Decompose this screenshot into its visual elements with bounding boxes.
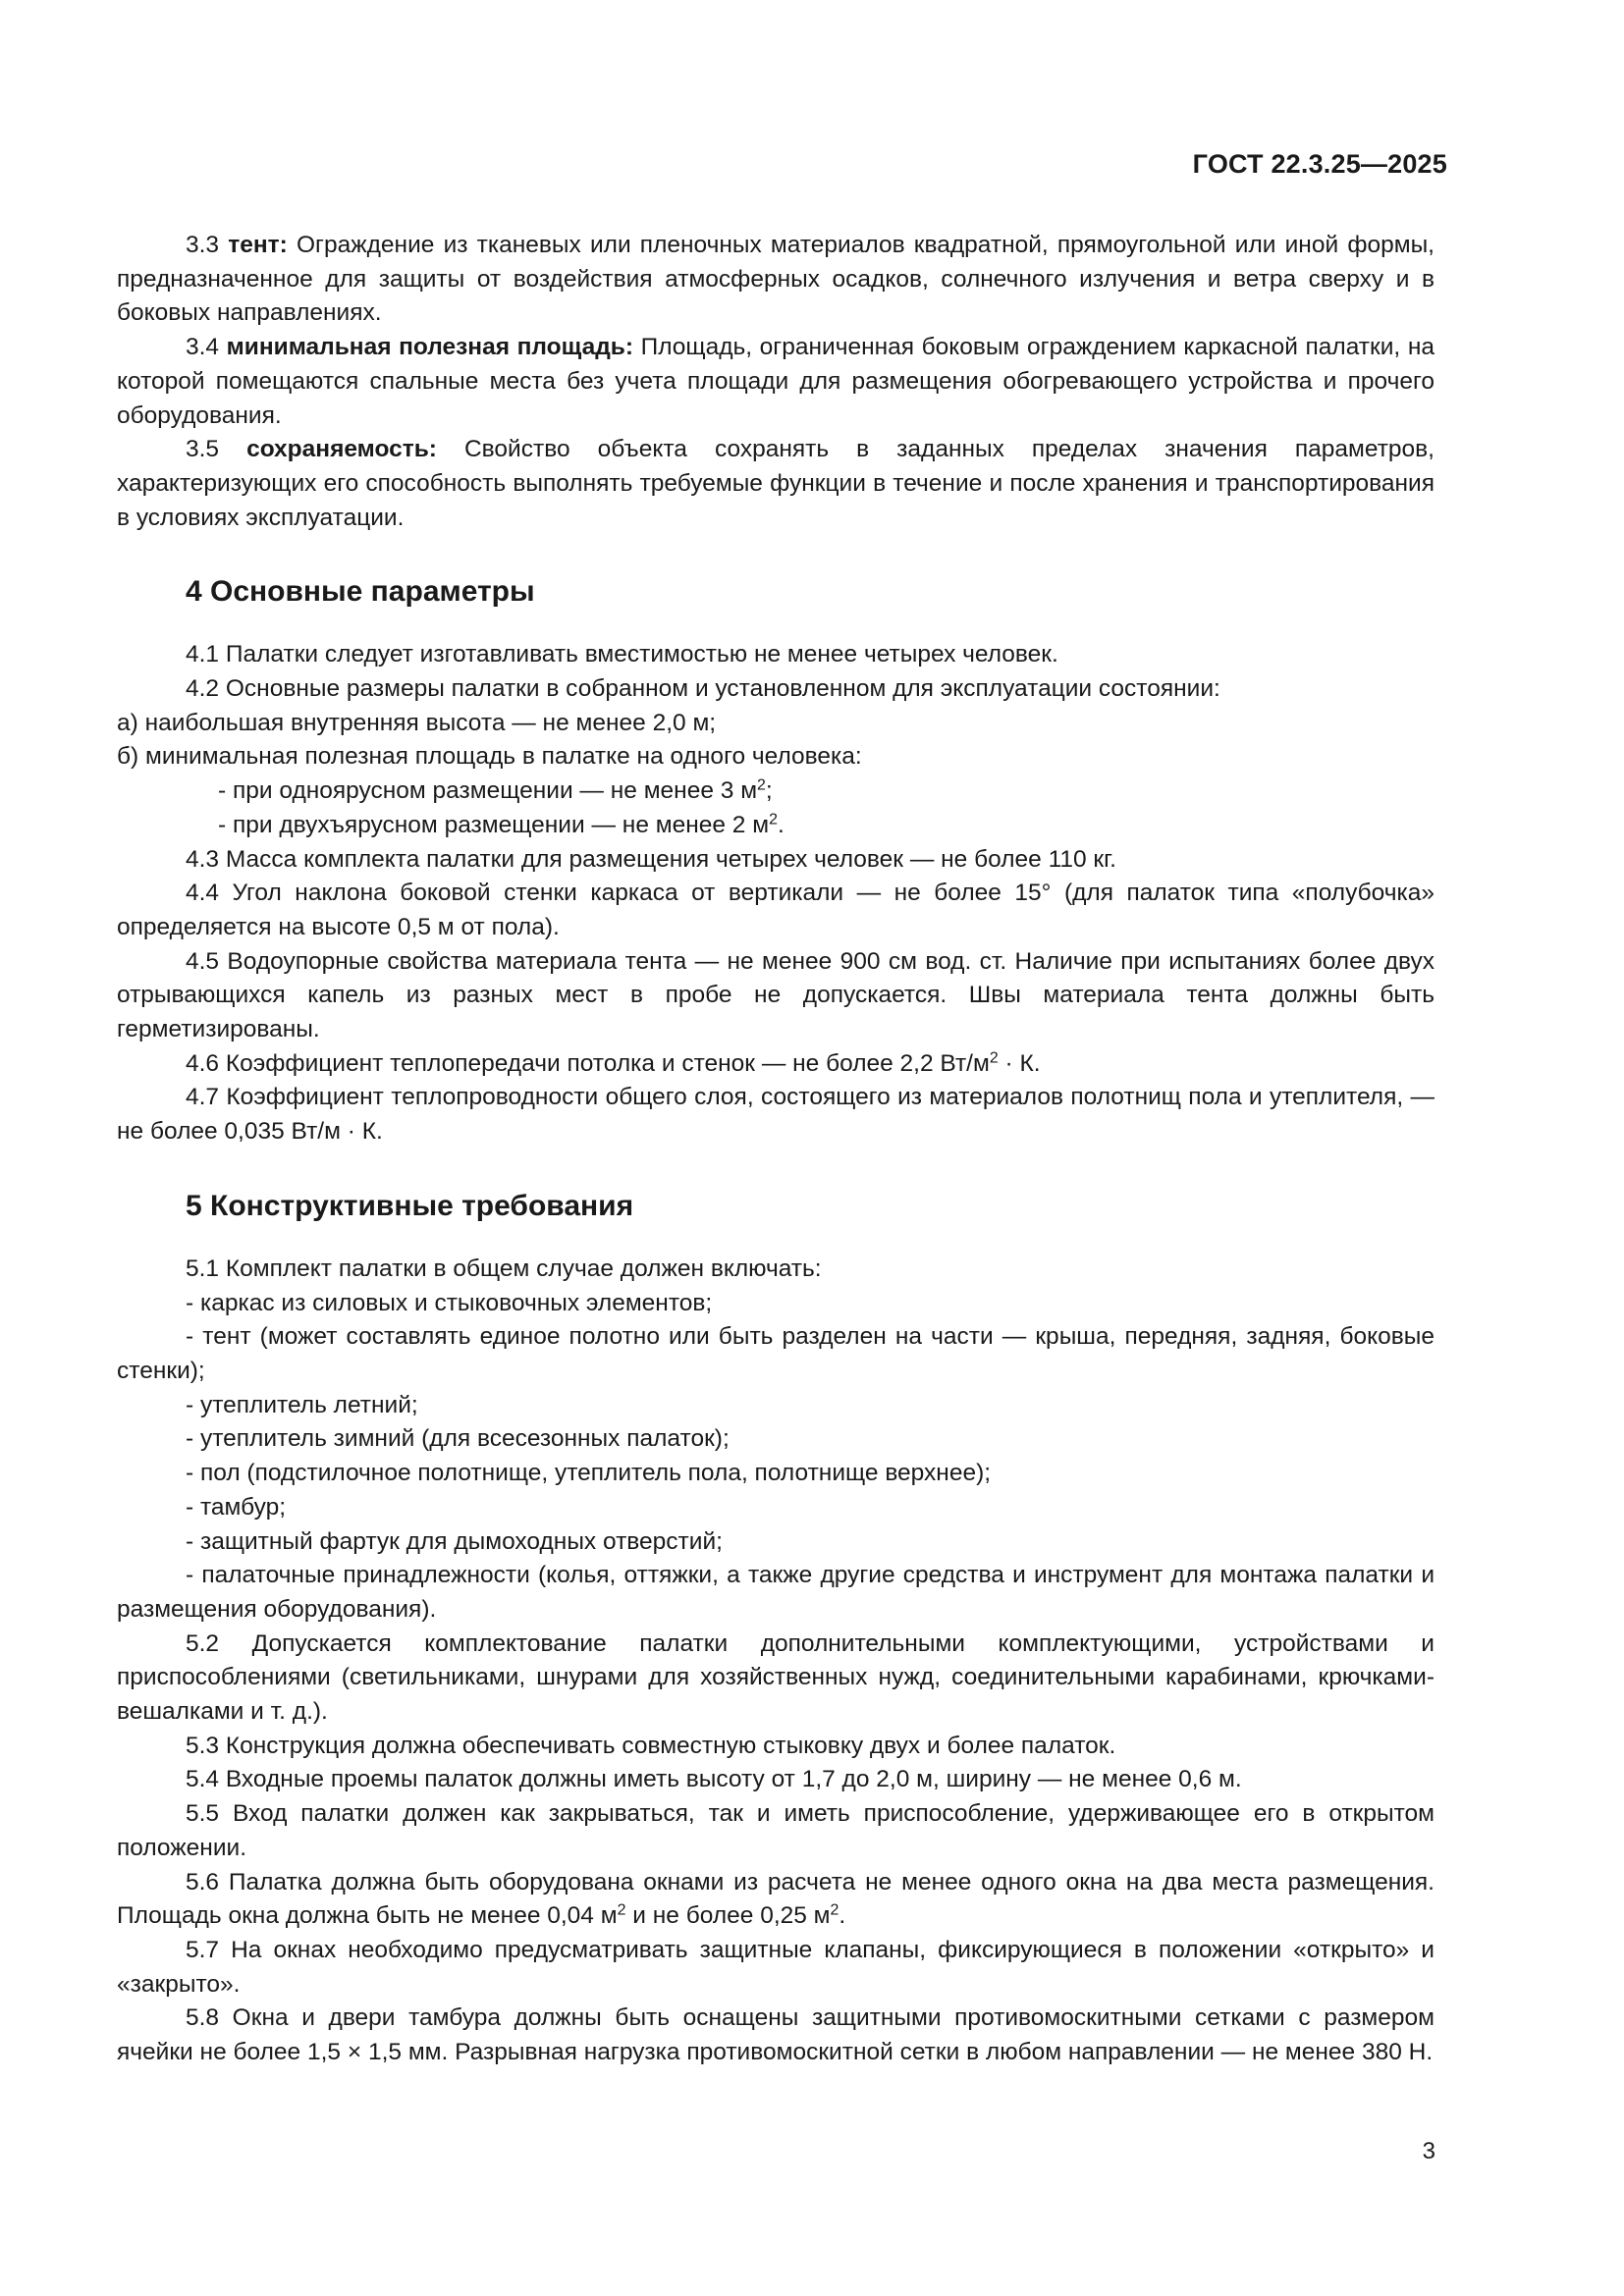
paragraph-5-2: 5.2 Допускается комплектование палатки дополнительными комплектующими, устройствами и приспособлениями (светильниками, шнурами для хозяйственных нужд, соединительными карабинами, крючками-вешалками и т. д.). bbox=[117, 1629, 1435, 1726]
paragraph-4-4: 4.4 Угол наклона боковой стенки каркаса от вертикали — не более 15° (для палаток типа «полубочка» определяется на высоте 0,5 м от пола). bbox=[117, 880, 1435, 940]
document-body bbox=[117, 229, 1435, 2070]
term-name: минимальная полезная площадь: bbox=[226, 334, 633, 361]
list-item: - пол (подстилочное полотнище, утеплитель пола, полотнище верхнее); bbox=[186, 1460, 992, 1487]
item-text: - при двухъярусном размещении — не менее 2 м bbox=[218, 811, 770, 838]
paragraph-4-3: 4.3 Масса комплекта палатки для размещения четырех человек — не более 110 кг. bbox=[186, 845, 1116, 873]
paragraph-end: · К. bbox=[998, 1049, 1041, 1077]
section-heading-5: 5 Конструктивные требования bbox=[186, 1189, 634, 1222]
list-item: - каркас из силовых и стыковочных элементов; bbox=[186, 1289, 713, 1316]
superscript: 2 bbox=[830, 1901, 839, 1919]
paragraph-4-5: 4.5 Водоупорные свойства материала тента — не менее 900 см вод. ст. Наличие при испытаниях более двух отрывающихся капель из разных мест в пробе не допускается. Швы материала тента должны быть герметизированы. bbox=[117, 947, 1435, 1043]
term-definition: Площадь, ограниченная боковым ограждением каркасной палатки, на которой помещаются спальные места без учета площади для размещения обогревающего устройства и прочего оборудования. bbox=[117, 334, 1435, 429]
list-item: - утеплитель летний; bbox=[186, 1391, 418, 1418]
paragraph-text: 5.6 Палатка должна быть оборудована окнами из расчета не менее одного окна на два места размещения. Площадь окна должна быть не менее 0,04 м bbox=[117, 1868, 1435, 1930]
list-item: - утеплитель зимний (для всесезонных палаток); bbox=[186, 1425, 730, 1453]
list-item: - тент (может составлять единое полотно или быть разделен на части — крыша, передняя, задняя, боковые стенки); bbox=[117, 1323, 1435, 1384]
paragraph-5-7: 5.7 На окнах необходимо предусматривать защитные клапаны, фиксирующиеся в положении «открыто» и «закрыто». bbox=[117, 1936, 1435, 1998]
paragraph-text: 4.6 Коэффициент теплопередачи потолка и стенок — не более 2,2 Вт/м bbox=[186, 1049, 990, 1077]
list-item-4-2-b-1 bbox=[117, 774, 1435, 809]
term-definition: Свойство объекта сохранять в заданных пределах значения параметров, характеризующих его способность выполнять требуемые функции в течение и после хранения и транспортирования в условиях эксплуатации. bbox=[117, 436, 1435, 531]
paragraph-3-3 bbox=[117, 229, 1435, 331]
paragraph-5-6 bbox=[117, 1866, 1435, 1934]
list-item-4-2-b-2 bbox=[117, 809, 1435, 843]
item-end: . bbox=[777, 811, 785, 838]
paragraph-end: . bbox=[839, 1902, 846, 1930]
paragraph-text: и не более 0,25 м bbox=[625, 1902, 831, 1930]
paragraph-4-1: 4.1 Палатки следует изготавливать вместимостью не менее четырех человек. bbox=[186, 641, 1058, 668]
page-number: 3 bbox=[1422, 2138, 1435, 2164]
list-item: - защитный фартук для дымоходных отверстий; bbox=[186, 1527, 723, 1555]
paragraph-number: 3.4 bbox=[186, 334, 227, 361]
paragraph-4-2: 4.2 Основные размеры палатки в собранном и установленном для эксплуатации состоянии: bbox=[186, 675, 1220, 703]
superscript: 2 bbox=[989, 1049, 999, 1067]
item-end: ; bbox=[765, 777, 773, 805]
paragraph-5-8: 5.8 Окна и двери тамбура должны быть оснащены защитными противомоскитными сетками с размером ячейки не более 1,5 × 1,5 мм. Разрывная нагрузка противомоскитной сетки в любом направлении — не менее 380 Н. bbox=[117, 2004, 1435, 2066]
document-code: ГОСТ 22.3.25—2025 bbox=[1192, 149, 1447, 179]
paragraph-3-4 bbox=[117, 331, 1435, 433]
paragraph-5-1: 5.1 Комплект палатки в общем случае должен включать: bbox=[186, 1255, 822, 1282]
paragraph-4-6 bbox=[117, 1047, 1435, 1082]
list-item-4-2-a: а) наибольшая внутренняя высота — не менее 2,0 м; bbox=[117, 709, 717, 736]
superscript: 2 bbox=[617, 1901, 626, 1919]
paragraph-5-3: 5.3 Конструкция должна обеспечивать совместную стыковку двух и более палаток. bbox=[186, 1732, 1116, 1759]
paragraph-4-7: 4.7 Коэффициент теплопроводности общего слоя, состоящего из материалов полотнищ пола и утеплителя, — не более 0,035 Вт/м · К. bbox=[117, 1084, 1435, 1146]
superscript: 2 bbox=[769, 811, 778, 828]
section-heading-4: 4 Основные параметры bbox=[186, 575, 535, 609]
superscript: 2 bbox=[757, 776, 766, 794]
term-name: тент: bbox=[228, 232, 288, 258]
list-item: - палаточные принадлежности (колья, оттяжки, а также другие средства и инструмент для монтажа палатки и размещения оборудования). bbox=[117, 1562, 1435, 1623]
paragraph-5-4: 5.4 Входные проемы палаток должны иметь высоту от 1,7 до 2,0 м, ширину — не менее 0,6 м. bbox=[186, 1766, 1242, 1793]
paragraph-5-5: 5.5 Вход палатки должен как закрываться, так и иметь приспособление, удерживающее его в открытом положении. bbox=[117, 1800, 1435, 1861]
paragraph-number: 3.5 bbox=[186, 436, 247, 463]
paragraph-3-5 bbox=[117, 433, 1435, 535]
item-text: - при одноярусном размещении — не менее 3 м bbox=[218, 777, 758, 805]
list-item-4-2-b: б) минимальная полезная площадь в палатке на одного человека: bbox=[117, 743, 862, 771]
list-item: - тамбур; bbox=[186, 1493, 287, 1521]
term-definition: Ограждение из тканевых или пленочных материалов квадратной, прямоугольной или иной формы, предназначенное для защиты от воздействия атмосферных осадков, солнечного излучения и ветра сверху и в боковых направлениях. bbox=[117, 232, 1435, 327]
term-name: сохраняемость: bbox=[246, 436, 437, 463]
paragraph-number: 3.3 bbox=[186, 232, 229, 258]
